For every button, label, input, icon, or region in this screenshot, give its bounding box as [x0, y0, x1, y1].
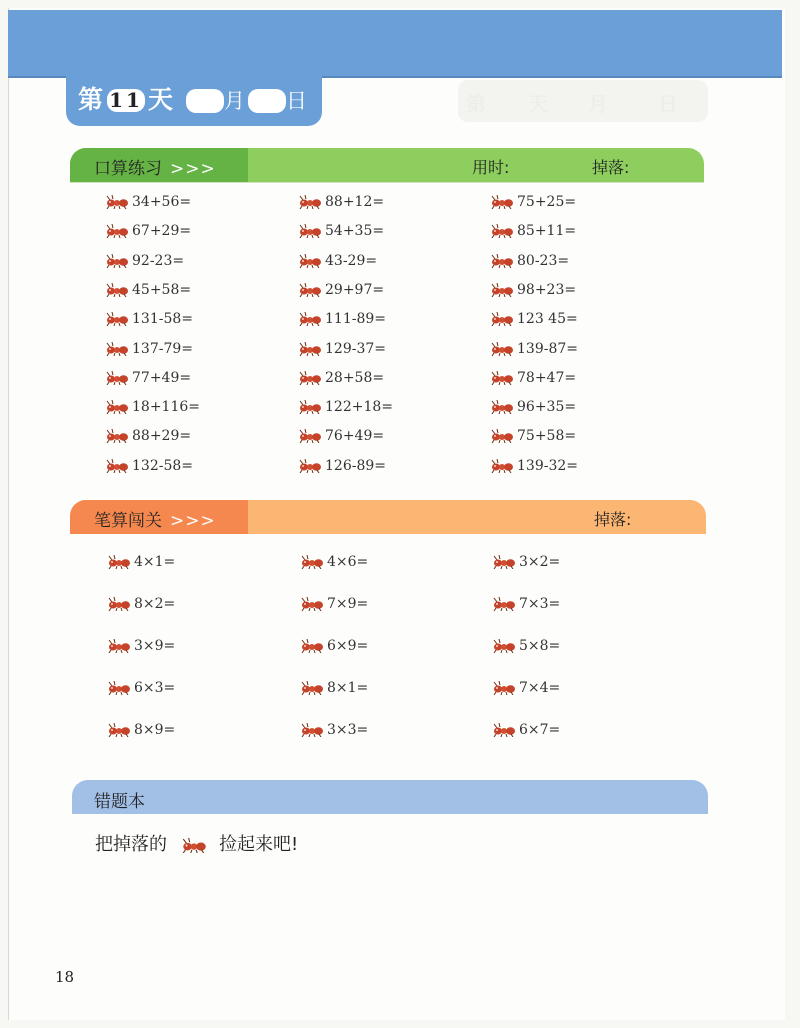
- problem-item: [300, 554, 368, 572]
- problem-item: [492, 722, 560, 740]
- problem-text: 123 45=: [517, 311, 578, 328]
- ant-icon: [107, 723, 131, 737]
- problem-text: 6×3=: [134, 680, 176, 696]
- ant-icon: [490, 283, 514, 297]
- problem-text: 111-89=: [325, 311, 386, 328]
- problem-text: 18+116=: [132, 399, 200, 416]
- ant-icon: [105, 371, 129, 385]
- problem-item: [490, 253, 569, 271]
- problem-text: 88+12=: [325, 194, 385, 210]
- oral-practice-header: [70, 148, 704, 182]
- problem-text: 4×1=: [134, 554, 176, 570]
- mistake-book-header: [72, 780, 708, 814]
- ant-icon: [298, 459, 322, 473]
- ant-icon: [298, 342, 322, 356]
- problem-text: 3×9=: [134, 638, 176, 654]
- ant-icon: [300, 597, 324, 611]
- ant-icon: [492, 681, 516, 695]
- ant-icon: [298, 400, 322, 414]
- oral-divider: [70, 182, 704, 183]
- date-blank: [248, 89, 286, 113]
- ant-icon: [107, 555, 131, 569]
- problem-text: 8×2=: [134, 596, 176, 612]
- ant-icon: [107, 597, 131, 611]
- ant-icon: [300, 639, 324, 653]
- problem-text: 67+29=: [132, 223, 192, 240]
- ant-icon: [490, 371, 514, 385]
- problem-text: 126-89=: [325, 457, 386, 474]
- ant-icon: [490, 224, 514, 238]
- show-through-header: 第 天 月 日: [458, 80, 708, 122]
- ant-icon: [105, 224, 129, 238]
- problem-item: [490, 399, 576, 417]
- problem-text: 45+58=: [132, 281, 192, 298]
- ant-icon: [490, 254, 514, 268]
- mistake-book-title: 错题本: [94, 792, 145, 812]
- problem-item: [105, 194, 191, 212]
- problem-text: 3×3=: [327, 722, 369, 738]
- ant-icon: [300, 555, 324, 569]
- problem-item: [300, 680, 368, 698]
- problem-text: 139-32=: [517, 457, 578, 474]
- problem-item: [105, 458, 193, 476]
- written-dropped-label: 掉落:: [594, 510, 632, 529]
- ant-icon: [300, 723, 324, 737]
- ant-icon: [105, 254, 129, 268]
- ant-icon: [490, 195, 514, 209]
- problem-text: 131-58=: [132, 311, 193, 328]
- written-challenge-header: [70, 500, 706, 534]
- ant-icon: [298, 224, 322, 238]
- mistake-instruction: [95, 830, 298, 856]
- problem-text: 75+25=: [517, 194, 577, 210]
- ant-icon: [300, 681, 324, 695]
- ant-icon: [298, 429, 322, 443]
- ant-icon: [490, 312, 514, 326]
- problem-item: [300, 638, 368, 656]
- month-blank: [186, 89, 224, 113]
- ant-icon: [181, 838, 207, 853]
- ant-icon: [490, 429, 514, 443]
- ant-icon: [298, 254, 322, 268]
- written-arrows: >>>: [170, 511, 216, 531]
- problem-item: [107, 722, 175, 740]
- problem-text: 54+35=: [325, 223, 385, 240]
- problem-text: 122+18=: [325, 399, 393, 416]
- ant-icon: [105, 342, 129, 356]
- problem-text: 92-23=: [132, 252, 185, 269]
- problem-text: 7×9=: [327, 596, 369, 612]
- problem-item: [298, 253, 377, 271]
- ant-icon: [105, 312, 129, 326]
- problem-item: [105, 282, 191, 300]
- problem-text: 76+49=: [325, 428, 385, 445]
- problem-item: [492, 596, 560, 614]
- problem-item: [492, 638, 560, 656]
- problem-text: 88+29=: [132, 428, 192, 445]
- problem-item: [298, 341, 386, 359]
- ant-icon: [492, 555, 516, 569]
- oral-arrows: >>>: [170, 159, 216, 179]
- time-label: 用时:: [472, 158, 510, 177]
- day-suffix: 天: [148, 85, 174, 114]
- problem-text: 4×6=: [327, 554, 369, 570]
- month-label: 月: [224, 89, 245, 113]
- problem-item: [490, 458, 578, 476]
- problem-item: [105, 399, 200, 417]
- instruction-before: 把掉落的: [95, 834, 167, 855]
- problem-item: [105, 428, 191, 446]
- ant-icon: [492, 597, 516, 611]
- ant-icon: [298, 371, 322, 385]
- problem-text: 137-79=: [132, 340, 193, 357]
- problem-item: [490, 428, 576, 446]
- problem-item: [105, 253, 184, 271]
- problem-text: 34+56=: [132, 194, 192, 210]
- oral-title-text: 口算练习: [94, 159, 162, 179]
- problem-text: 6×7=: [519, 722, 561, 738]
- problem-text: 7×3=: [519, 596, 561, 612]
- problem-item: [107, 680, 175, 698]
- ant-icon: [105, 283, 129, 297]
- problem-item: [298, 458, 386, 476]
- problem-item: [105, 311, 193, 329]
- problem-item: [298, 370, 384, 388]
- problem-item: [298, 223, 384, 241]
- problem-text: 96+35=: [517, 399, 577, 416]
- problem-text: 3×2=: [519, 554, 561, 570]
- problem-item: [492, 680, 560, 698]
- problem-item: [490, 223, 576, 241]
- page-number: 18: [55, 968, 75, 986]
- problem-item: [300, 596, 368, 614]
- problem-text: 80-23=: [517, 252, 570, 269]
- problem-text: 28+58=: [325, 369, 385, 386]
- problem-text: 85+11=: [517, 223, 577, 240]
- problem-item: [105, 370, 191, 388]
- ant-icon: [105, 459, 129, 473]
- problem-text: 8×9=: [134, 722, 176, 738]
- ant-icon: [298, 312, 322, 326]
- ant-icon: [492, 723, 516, 737]
- problem-item: [298, 194, 384, 212]
- ant-icon: [490, 400, 514, 414]
- oral-practice-title: [94, 154, 216, 179]
- instruction-after: 捡起来吧!: [219, 834, 299, 855]
- problem-text: 7×4=: [519, 680, 561, 696]
- problem-item: [105, 341, 193, 359]
- problem-item: [492, 554, 560, 572]
- problem-text: 6×9=: [327, 638, 369, 654]
- problem-item: [107, 638, 175, 656]
- ant-icon: [107, 639, 131, 653]
- problem-text: 129-37=: [325, 340, 386, 357]
- day-number: 11: [107, 89, 145, 112]
- ant-icon: [105, 400, 129, 414]
- problem-text: 77+49=: [132, 369, 192, 386]
- problem-item: [490, 194, 576, 212]
- problem-item: [490, 311, 578, 329]
- date-tab: [66, 76, 322, 126]
- problem-item: [298, 399, 393, 417]
- written-title-text: 笔算闯关: [94, 511, 162, 531]
- problem-item: [298, 282, 384, 300]
- ant-icon: [298, 283, 322, 297]
- ant-icon: [298, 195, 322, 209]
- problem-item: [490, 341, 578, 359]
- problem-text: 5×8=: [519, 638, 561, 654]
- problem-text: 43-29=: [325, 252, 378, 269]
- problem-text: 8×1=: [327, 680, 369, 696]
- problem-item: [300, 722, 368, 740]
- ant-icon: [490, 459, 514, 473]
- problem-item: [298, 311, 386, 329]
- written-challenge-title: [94, 506, 216, 531]
- problem-item: [490, 282, 576, 300]
- ant-icon: [492, 639, 516, 653]
- date-label: 日: [286, 89, 307, 113]
- problem-item: [105, 223, 191, 241]
- ant-icon: [105, 195, 129, 209]
- problem-item: [107, 596, 175, 614]
- problem-item: [490, 370, 576, 388]
- problem-item: [107, 554, 175, 572]
- ant-icon: [107, 681, 131, 695]
- oral-dropped-label: 掉落:: [592, 158, 630, 177]
- problem-text: 29+97=: [325, 281, 385, 298]
- ant-icon: [105, 429, 129, 443]
- problem-text: 132-58=: [132, 457, 193, 474]
- problem-text: 75+58=: [517, 428, 577, 445]
- problem-item: [298, 428, 384, 446]
- day-prefix: 第: [78, 85, 104, 114]
- top-banner: [8, 10, 782, 78]
- ant-icon: [490, 342, 514, 356]
- problem-text: 139-87=: [517, 340, 578, 357]
- problem-text: 98+23=: [517, 281, 577, 298]
- problem-text: 78+47=: [517, 369, 577, 386]
